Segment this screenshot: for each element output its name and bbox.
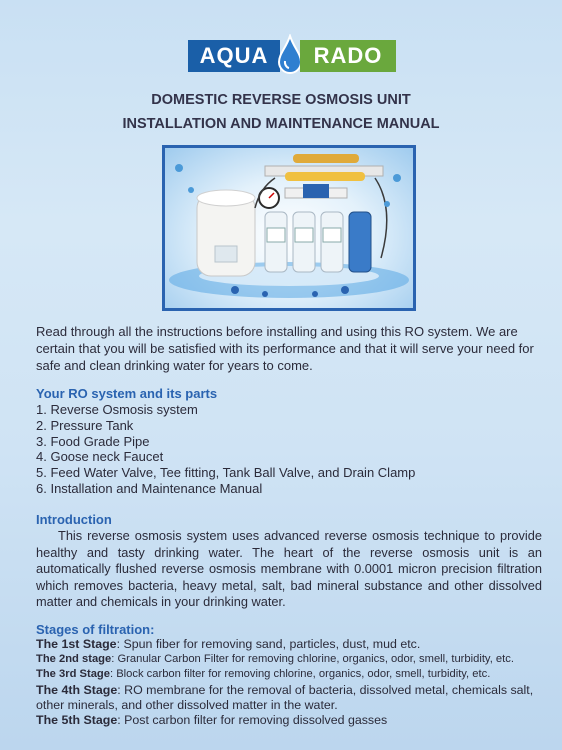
introduction-body: This reverse osmosis system uses advanced reverse osmosis technique to provide healthy and tasty drinking water. The heart of the reverse osmosis unit is an automatically flushed reverse osmosis membrane with 0.0001 micron precision filtration which removes bacteria, heavy metal, salt, bad mineral substance and other dissolved matter and chemicals in your drinking water. xyxy=(36,528,542,609)
stage-text: : Post carbon filter for removing dissolved gasses xyxy=(117,713,388,728)
stage-text: : Spun fiber for removing sand, particles, dust, mud etc. xyxy=(116,637,421,651)
stage-item xyxy=(36,667,546,682)
brand-right: RADO xyxy=(300,40,396,72)
introduction-heading: Introduction xyxy=(36,512,112,527)
list-item: 6. Installation and Maintenance Manual xyxy=(36,480,263,496)
stage-label: The 1st Stage xyxy=(36,637,117,651)
stage-item xyxy=(36,683,546,713)
stages-heading: Stages of filtration: xyxy=(36,622,155,637)
stage-text: : Granular Carbon Filter for removing chlorine, organics, odor, smell, turbidity, etc. xyxy=(111,653,514,666)
parts-list xyxy=(36,402,506,497)
ro-system-illustration xyxy=(165,148,413,308)
list-item: 4. Goose neck Faucet xyxy=(36,449,164,465)
list-item: 5. Feed Water Valve, Tee fitting, Tank Ball Valve, and Drain Clamp xyxy=(36,465,416,481)
stage-item xyxy=(36,713,546,728)
product-photo xyxy=(162,145,416,311)
manual-title-line2: INSTALLATION AND MAINTENANCE MANUAL xyxy=(122,116,440,132)
list-item: 2. Pressure Tank xyxy=(36,417,134,433)
stage-label: The 2nd stage xyxy=(36,653,112,666)
stage-text: : Block carbon filter for removing chlorine, organics, odor, smell, turbidity, etc. xyxy=(109,668,491,681)
stages-list xyxy=(36,637,546,728)
parts-heading: Your RO system and its parts xyxy=(36,386,218,401)
manual-title-line1: DOMESTIC REVERSE OSMOSIS UNIT xyxy=(151,92,411,108)
stage-item xyxy=(36,637,546,652)
list-item: 1. Reverse Osmosis system xyxy=(36,402,198,417)
brand-left: AQUA xyxy=(188,40,280,72)
brand-logo xyxy=(188,38,396,76)
stage-item xyxy=(36,652,546,667)
list-item: 3. Food Grade Pipe xyxy=(36,433,150,449)
stage-label: The 3rd Stage xyxy=(36,668,110,681)
intro-paragraph: Read through all the instructions before installing and using this RO system. We are certain that you will be satisfied with its performance and that it will serve your need for safe and clean drinking water for years to come. xyxy=(36,324,534,373)
stage-label: The 5th Stage xyxy=(36,713,118,728)
stage-label: The 4th Stage xyxy=(36,682,118,697)
stage-text: : RO membrane for the removal of bacteria, dissolved metal, chemicals salt, other minerals, and other dissolved matter in the water. xyxy=(36,682,534,712)
introduction-text xyxy=(36,528,542,611)
